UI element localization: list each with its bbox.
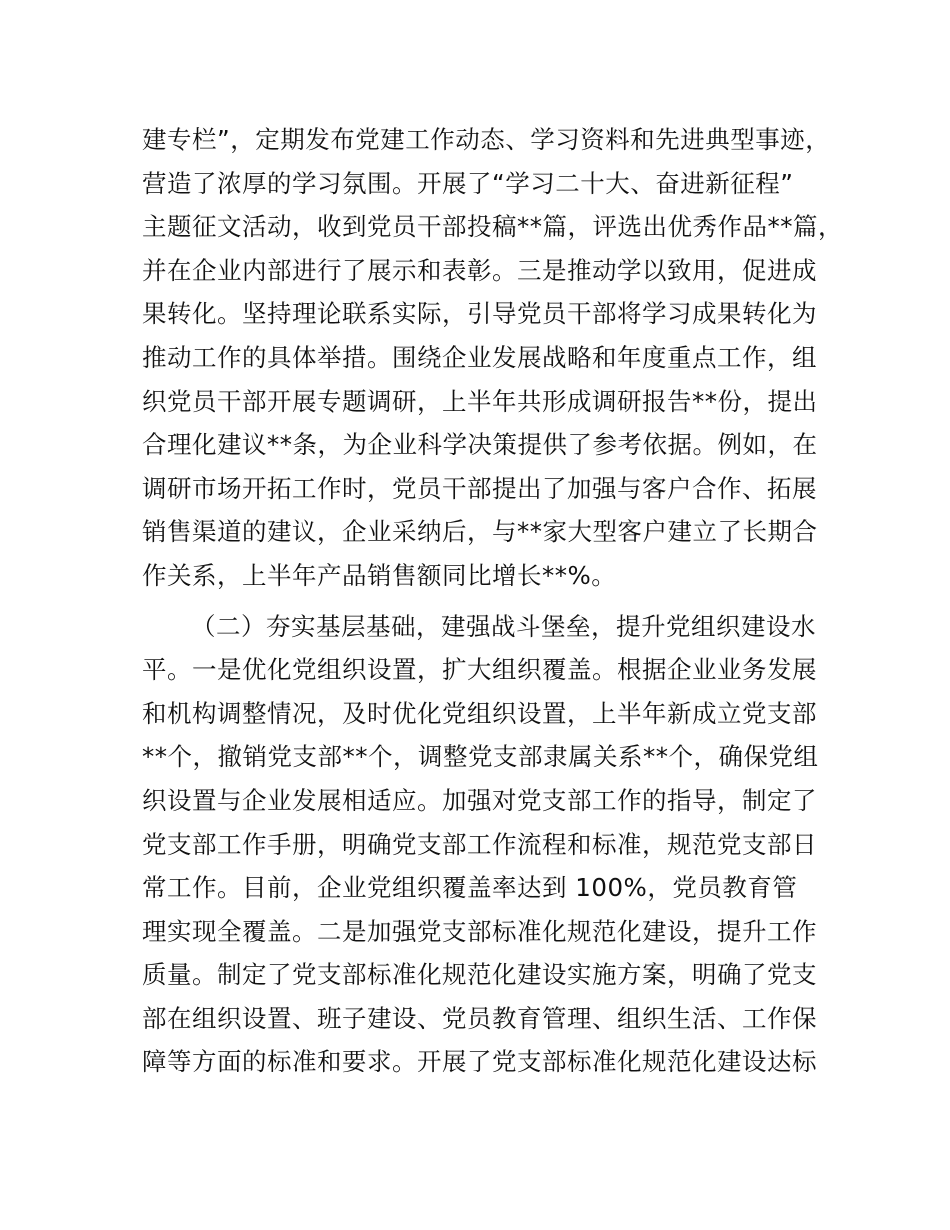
text-line: 和机构调整情况，及时优化党组织设置，上半年新成立党支部 <box>142 698 817 728</box>
text-line: 平。一是优化党组织设置，扩大组织覆盖。根据企业业务发展 <box>142 655 817 685</box>
text-line: 织设置与企业发展相适应。加强对党支部工作的指导，制定了 <box>142 785 817 815</box>
text-line: 建专栏”，定期发布党建工作动态、学习资料和先进典型事迹， <box>142 125 831 154</box>
text-line: **个，撤销党支部**个，调整党支部隶属关系**个，确保党组 <box>142 742 819 772</box>
section-heading-line: （二）夯实基层基础，建强战斗堡垒，提升党组织建设水 <box>191 611 816 641</box>
text-line: 理实现全覆盖。二是加强党支部标准化规范化建设，提升工作 <box>142 916 817 946</box>
text-line: 并在企业内部进行了展示和表彰。三是推动学以致用，促进成 <box>142 255 817 285</box>
text-line: 调研市场开拓工作时，党员干部提出了加强与客户合作、拓展 <box>142 473 817 503</box>
text-line: 织党员干部开展专题调研，上半年共形成调研报告**份，提出 <box>142 386 818 416</box>
text-line: 推动工作的具体举措。围绕企业发展战略和年度重点工作，组 <box>142 342 817 372</box>
paragraph-spacing <box>142 598 842 605</box>
paragraph-2 <box>142 605 842 1085</box>
text-line: 销售渠道的建议，企业采纳后，与**家大型客户建立了长期合 <box>142 517 818 547</box>
document-body <box>142 118 842 1084</box>
text-line: 质量。制定了党支部标准化规范化建设实施方案，明确了党支 <box>142 960 817 990</box>
text-line: 主题征文活动，收到党员干部投稿**篇，评选出优秀作品**篇， <box>142 212 843 242</box>
paragraph-1 <box>142 118 842 598</box>
text-line: 作关系，上半年产品销售额同比增长**%。 <box>142 560 617 590</box>
text-line: 党支部工作手册，明确党支部工作流程和标准，规范党支部日 <box>142 829 817 859</box>
text-line: 营造了浓厚的学习氛围。开展了“学习二十大、奋进新征程” <box>142 168 794 198</box>
text-line: 部在组织设置、班子建设、党员教育管理、组织生活、工作保 <box>142 1003 817 1033</box>
text-line: 常工作。目前，企业党组织覆盖率达到 100%，党员教育管 <box>142 873 798 903</box>
text-line: 障等方面的标准和要求。开展了党支部标准化规范化建设达标 <box>142 1047 817 1077</box>
text-line: 果转化。坚持理论联系实际，引导党员干部将学习成果转化为 <box>142 299 817 329</box>
text-line: 合理化建议**条，为企业科学决策提供了参考依据。例如，在 <box>142 430 818 460</box>
